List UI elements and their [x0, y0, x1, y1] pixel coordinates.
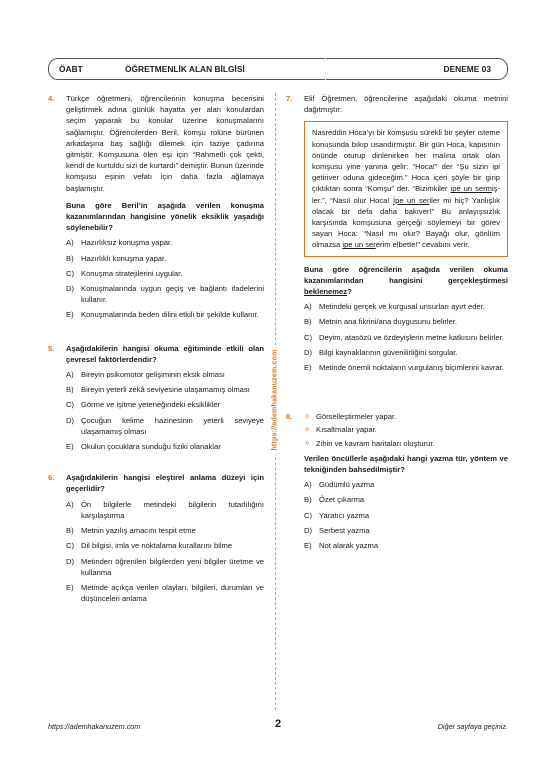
passage-underlined: ipe un ser: [342, 240, 376, 250]
option-label: B): [66, 253, 74, 263]
question-stem: Verilen öncüllerle aşağıdaki hangi yazma tür, yöntem ve tekniğinden bahsedilmiştir?: [304, 453, 508, 475]
option-label: D): [304, 347, 313, 357]
option-c[interactable]: [66, 399, 264, 410]
premise-text: Kısaltmalar yapar.: [316, 425, 377, 435]
option-text: Metnin ana fikrini/ana duygusunu belirler.: [319, 317, 458, 327]
premise-item: [304, 438, 508, 449]
question-stem: Buna göre Beril’in aşağıda verilen konuşma kazanımlarından hangisine yönelik eksiklik yaşadığı söylenebilir?: [66, 200, 264, 233]
option-text: Konuşma stratejilerini uygular.: [81, 268, 183, 278]
option-d[interactable]: [66, 556, 264, 578]
option-label: D): [304, 525, 313, 535]
option-label: E): [66, 310, 74, 320]
watermark-url: https://ademhakanuzem.com: [272, 345, 279, 454]
option-text: Özet çıkarma: [319, 495, 365, 505]
option-label: B): [304, 495, 312, 505]
question-stem: Aşağıdakilerin hangisi okuma eğitiminde etkili olan çevresel faktörlerdendir?: [66, 343, 264, 364]
option-label: C): [66, 400, 75, 410]
option-text: Dil bilgisi, imla ve noktalama kurallarını bilme: [81, 541, 233, 551]
option-text: Metinden öğrenilen bilgilerden yeni bilgiler üretme ve kullanma: [81, 556, 264, 577]
option-a[interactable]: [66, 369, 264, 380]
option-e[interactable]: [304, 540, 508, 551]
option-a[interactable]: [304, 479, 508, 490]
option-text: Deyim, atasözü ve özdeyişlerin metne katkısını belirler.: [319, 332, 504, 342]
option-text: Görme ve işitme yeteneğindeki eksiklikler: [81, 400, 221, 410]
option-label: A): [66, 238, 74, 248]
premise-item: [304, 411, 508, 422]
question-7: [286, 93, 508, 373]
question-passage: Türkçe öğretmeni, öğrencilerinin konuşma becerisini geliştirmek adına günlük hayatta yer alan konulardan seçim yaparak bu konular üzerine konuşmalarını sağlamıştır. Öğrencilerden Beril, komşu rolüne bürünen arkadaşına baş sağlığı dilemek için taziye çadırına gitmiştir. Komşusuna ölen eşi için “Rahmetli çok çekti, kendi de kurtuldu sizi de kurtardı” demiştir. Bunun üzerinde komşusu eşinin vefatı için daha fazla ağlamaya başlamıştır.: [66, 94, 264, 193]
option-label: D): [66, 556, 75, 566]
stem-text: Buna göre öğrencilerin aşağıda verilen okuma kazanımlarından hangisini gerçekleştirmesi: [304, 264, 508, 285]
star-bullet-icon: ✧: [304, 438, 311, 448]
option-label: C): [66, 268, 75, 278]
option-c[interactable]: [304, 510, 508, 521]
option-c[interactable]: [304, 332, 508, 343]
option-label: B): [304, 317, 312, 327]
option-d[interactable]: [304, 525, 508, 536]
exam-label: ÖABT: [59, 64, 83, 74]
option-label: B): [66, 526, 74, 536]
option-a[interactable]: [66, 237, 264, 248]
question-number: 8.: [286, 412, 293, 422]
option-text: Bireyin yeterli zekâ seviyesine ulaşamamış olması: [81, 385, 250, 395]
option-text: Metinde açıkça verilen olayları, bilgileri, durumları ve düşünceleri anlama: [81, 582, 264, 604]
question-stem: [304, 264, 508, 298]
option-b[interactable]: [304, 316, 508, 327]
option-text: Hazırlıksız konuşma yapar.: [81, 238, 173, 248]
option-label: E): [66, 582, 74, 592]
passage-text: iş-ler.”, “Nasıl olur Hoca!: [312, 184, 500, 205]
page-number: 2: [274, 718, 282, 730]
option-label: E): [304, 541, 312, 551]
question-4: [48, 93, 264, 321]
option-text: Okulun çocuklara sunduğu fiziki olanaklar: [81, 442, 221, 452]
option-d[interactable]: [304, 347, 508, 358]
option-text: Konuşmalarında beden dilini etkili bir şekilde kullanır.: [81, 310, 259, 320]
section-title: ÖĞRETMENLİK ALAN BİLGİSİ: [125, 64, 245, 74]
question-number: 5.: [48, 343, 55, 353]
option-text: Bilgi kaynaklarının güvenilirliğini sorgular.: [319, 347, 458, 357]
question-8: [286, 411, 508, 551]
right-column: [286, 93, 508, 551]
option-label: C): [66, 541, 75, 551]
option-c[interactable]: [66, 268, 264, 279]
option-e[interactable]: [66, 309, 264, 320]
page-footer: [48, 719, 508, 735]
question-number: 4.: [48, 94, 55, 103]
option-text: Not alarak yazma: [319, 541, 379, 551]
option-text: Metnin yazılış amacını tespit etme: [81, 526, 196, 536]
option-e[interactable]: [66, 441, 264, 452]
question-number: 6.: [48, 473, 55, 483]
passage-underlined: ipe un serm: [450, 184, 492, 194]
option-text: Metinde önemli noktaların vurgulanış biçimlerini kavrar.: [319, 363, 504, 373]
exam-number: DENEME 03: [443, 64, 491, 74]
option-text: Serbest yazma: [319, 525, 370, 535]
option-label: E): [66, 442, 74, 452]
option-label: D): [66, 415, 75, 425]
option-label: D): [66, 284, 75, 294]
left-column: [48, 93, 264, 604]
option-text: Bireyin psikomotor gelişiminin eksik olması: [81, 370, 225, 380]
option-label: A): [304, 480, 312, 490]
option-a[interactable]: [66, 499, 264, 521]
option-label: A): [304, 302, 312, 312]
option-label: C): [304, 510, 313, 520]
option-a[interactable]: [304, 301, 508, 312]
page-header: [48, 58, 508, 80]
option-e[interactable]: [66, 582, 264, 604]
option-b[interactable]: [304, 494, 508, 505]
passage-text: erim elbette!” cevabını verir.: [375, 240, 470, 250]
question-stem: Aşağıdakilerin hangisi eleştirel anlama düzeyi için geçerlidir?: [66, 473, 264, 494]
option-text: Güdümlü yazma: [319, 480, 375, 490]
question-intro: Elif Öğretmen, öğrencilerine aşağıdaki okuma metnini dağıtmıştır:: [304, 94, 508, 115]
option-e[interactable]: [304, 362, 508, 373]
option-d[interactable]: [66, 283, 264, 305]
option-label: B): [66, 385, 74, 395]
question-number: 7.: [286, 94, 293, 103]
option-text: Yaratıcı yazma: [319, 510, 370, 520]
option-text: Konuşmalarında uygun geçiş ve bağlantı ifadelerini kullanır.: [81, 284, 264, 305]
question-6: [48, 472, 264, 604]
next-page-note: Diğer sayfaya geçiniz.: [437, 722, 508, 731]
option-text: Ön bilgilerle metindeki bilgilerin tutarlılığını karşılaştırma: [81, 499, 264, 520]
star-bullet-icon: ✧: [304, 412, 311, 422]
stem-underlined: beklenemez: [304, 287, 348, 297]
passage-text: Nasreddin Hoca’yı bir komşusu sürekli bir şeyler isteme konusunda bıkıp usandırmıştır. Bir gün Hoca, kapısının önünde oturup dinlenirken her malına ortak olan komşusu yine yanına gelir: “Hoca!” der “Şu sizin ipi getiriver oduna gideceğim.” Hoca içeri şöyle bir girip çıktıktan sonra “Komşu” der. “Bizimkiler: [312, 128, 500, 194]
option-b[interactable]: [66, 525, 264, 536]
premise-text: Görselleştirmeler yapar.: [316, 412, 397, 422]
stem-text: ?: [347, 287, 352, 297]
option-b[interactable]: [66, 384, 264, 395]
passage-underlined: İpe un ser: [393, 195, 430, 205]
header-divider: [325, 58, 326, 80]
option-label: A): [66, 499, 74, 509]
star-bullet-icon: ✧: [304, 425, 311, 435]
footer-url[interactable]: https://ademhakanuzem.com: [48, 722, 141, 731]
option-label: E): [304, 363, 312, 373]
question-5: [48, 343, 264, 453]
option-c[interactable]: [66, 540, 264, 551]
option-d[interactable]: [66, 415, 264, 437]
premise-text: Zihin ve kavram haritaları oluşturur.: [316, 438, 435, 448]
option-b[interactable]: [66, 253, 264, 264]
passage-text: iler mi hiç? Yanlışlık olacak bir defa daha bakıver!” Bu anlayışsızlık karşısında komşusuna gerçeği söylemeyi bir görev sayan Hoca: “Nasıl mı olur? Bayağı olur, gönlüm olmazsa: [312, 195, 500, 250]
reading-passage-box: [304, 121, 508, 256]
option-label: C): [304, 332, 313, 342]
option-label: A): [66, 370, 74, 380]
option-text: Hazırlıklı konuşma yapar.: [81, 253, 167, 263]
option-text: Çocuğun kelime hazinesinin yeterli seviyeye ulaşamamış olması: [81, 415, 264, 436]
premise-item: [304, 424, 508, 435]
option-text: Metindeki gerçek ve kurgusal unsurları ayırt eder.: [319, 302, 485, 312]
